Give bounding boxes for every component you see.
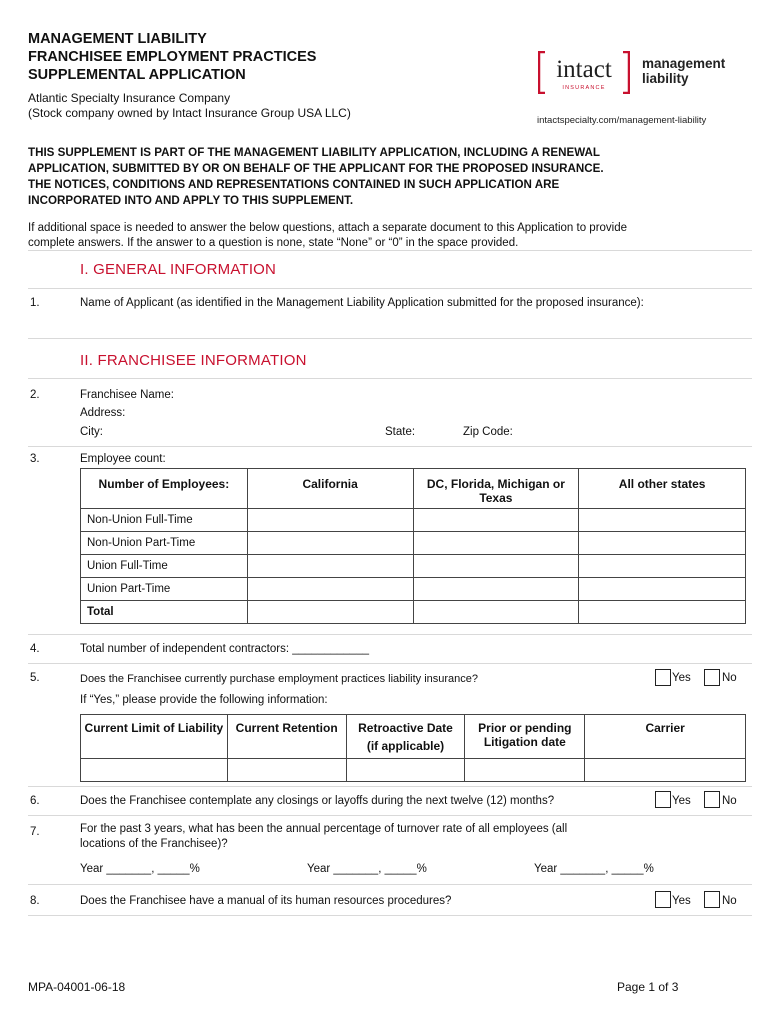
input-cell[interactable]	[227, 759, 346, 782]
question-number: 7.	[30, 826, 40, 838]
yes-label: Yes	[672, 795, 691, 807]
turnover-year-2[interactable]: Year _______, _____%	[307, 863, 427, 875]
company-info	[28, 91, 351, 121]
form-number: MPA-04001-06-18	[28, 980, 126, 994]
divider	[28, 288, 752, 289]
turnover-year-1[interactable]: Year _______, _____%	[80, 863, 200, 875]
epl-details-table	[80, 714, 746, 782]
input-cell[interactable]	[247, 509, 413, 532]
notice-line: APPLICATION, SUBMITTED BY OR ON BEHALF OF THE APPLICANT FOR THE PROPOSED INSURANCE.	[28, 162, 604, 175]
input-cell[interactable]	[346, 759, 465, 782]
divider	[28, 884, 752, 885]
question-line: locations of the Franchisee)?	[80, 838, 228, 850]
question-number: 4.	[30, 643, 40, 655]
company-ownership: (Stock company owned by Intact Insurance Group USA LLC)	[28, 106, 351, 120]
question-line: For the past 3 years, what has been the annual percentage of turnover rate of all employees (all	[80, 823, 568, 835]
yes-label: Yes	[672, 895, 691, 907]
question-number: 2.	[30, 389, 40, 401]
row-label: Non-Union Part-Time	[81, 532, 248, 555]
divider	[28, 378, 752, 379]
header-line: (if applicable)	[366, 739, 445, 753]
question-number: 8.	[30, 895, 40, 907]
closings-layoffs-question: Does the Franchisee contemplate any closings or layoffs during the next twelve (12) months?	[80, 795, 555, 807]
input-cell[interactable]	[247, 532, 413, 555]
row-label: Union Full-Time	[81, 555, 248, 578]
column-header: California	[247, 469, 413, 509]
column-header	[346, 715, 465, 759]
yes-label: Yes	[672, 672, 691, 684]
input-cell[interactable]	[579, 555, 746, 578]
no-checkbox[interactable]	[704, 891, 720, 908]
input-cell[interactable]	[579, 578, 746, 601]
supplement-notice	[28, 145, 748, 209]
notice-line: THIS SUPPLEMENT IS PART OF THE MANAGEMENT LIABILITY APPLICATION, INCLUDING A RENEWAL	[28, 146, 600, 159]
instructions	[28, 221, 718, 251]
input-cell[interactable]	[413, 555, 579, 578]
question-number: 1.	[30, 297, 40, 309]
state-label: State:	[385, 426, 416, 438]
turnover-rate-question	[80, 822, 567, 852]
section-heading-general: I. GENERAL INFORMATION	[80, 261, 277, 278]
input-cell[interactable]	[247, 601, 413, 624]
divider	[28, 663, 752, 664]
address-label: Address:	[80, 407, 126, 419]
column-header: Current Retention	[227, 715, 346, 759]
employee-count-label: Employee count:	[80, 453, 166, 465]
divider	[28, 634, 752, 635]
instruction-line: complete answers. If the answer to a question is none, state “None” or “0” in the space provided.	[28, 237, 519, 249]
city-label: City:	[80, 426, 103, 438]
input-cell[interactable]	[579, 601, 746, 624]
logo-wordmark: intact	[556, 56, 612, 83]
logo-bracket-right	[623, 52, 629, 93]
row-label: Union Part-Time	[81, 578, 248, 601]
divider	[28, 915, 752, 916]
no-label: No	[722, 895, 737, 907]
question-number: 5.	[30, 672, 40, 684]
notice-line: INCORPORATED INTO AND APPLY TO THIS SUPPLEMENT.	[28, 194, 354, 207]
logo-bracket-left	[539, 52, 545, 93]
column-header: Current Limit of Liability	[81, 715, 228, 759]
column-header: Number of Employees:	[81, 469, 248, 509]
input-cell[interactable]	[579, 509, 746, 532]
no-label: No	[722, 795, 737, 807]
input-cell[interactable]	[585, 759, 746, 782]
no-label: No	[722, 672, 737, 684]
header-line: Retroactive Date	[358, 721, 453, 735]
input-cell[interactable]	[413, 578, 579, 601]
divider	[28, 338, 752, 339]
epl-followup-instruction: If “Yes,” please provide the following information:	[80, 694, 328, 706]
no-checkbox[interactable]	[704, 669, 720, 686]
divider	[28, 446, 752, 447]
input-cell[interactable]	[413, 601, 579, 624]
title-line: MANAGEMENT LIABILITY	[28, 31, 207, 47]
column-header: All other states	[579, 469, 746, 509]
input-cell[interactable]	[247, 555, 413, 578]
question-number: 6.	[30, 795, 40, 807]
input-cell[interactable]	[413, 532, 579, 555]
employee-count-table	[80, 468, 746, 624]
divider	[28, 250, 752, 251]
input-cell[interactable]	[465, 759, 585, 782]
section-heading-franchisee: II. FRANCHISEE INFORMATION	[80, 352, 307, 369]
column-header: Prior or pending Litigation date	[465, 715, 585, 759]
logo-product-name	[642, 56, 725, 86]
website-url: intactspecialty.com/management-liability	[537, 115, 707, 126]
yes-checkbox[interactable]	[655, 891, 671, 908]
yes-checkbox[interactable]	[655, 791, 671, 808]
no-checkbox[interactable]	[704, 791, 720, 808]
document-title	[28, 30, 316, 84]
logo-side-line: liability	[642, 71, 689, 86]
title-line: SUPPLEMENTAL APPLICATION	[28, 67, 246, 83]
title-line: FRANCHISEE EMPLOYMENT PRACTICES	[28, 49, 317, 65]
input-cell[interactable]	[81, 759, 228, 782]
logo-subtext: INSURANCE	[562, 85, 606, 91]
input-cell[interactable]	[579, 532, 746, 555]
franchisee-name-label: Franchisee Name:	[80, 389, 174, 401]
column-header: DC, Florida, Michigan or Texas	[413, 469, 579, 509]
logo-side-line: management	[642, 56, 726, 71]
input-cell[interactable]	[247, 578, 413, 601]
question-number: 3.	[30, 453, 40, 465]
column-header: Carrier	[585, 715, 746, 759]
notice-line: THE NOTICES, CONDITIONS AND REPRESENTATIONS CONTAINED IN SUCH APPLICATION ARE	[28, 178, 560, 191]
row-label: Non-Union Full-Time	[81, 509, 248, 532]
turnover-year-3[interactable]: Year _______, _____%	[534, 863, 654, 875]
zip-label: Zip Code:	[463, 426, 513, 438]
company-name: Atlantic Specialty Insurance Company	[28, 91, 231, 105]
divider	[28, 786, 752, 787]
input-cell[interactable]	[413, 509, 579, 532]
divider	[28, 815, 752, 816]
epl-insurance-question: Does the Franchisee currently purchase employment practices liability insurance?	[80, 673, 479, 685]
instruction-line: If additional space is needed to answer the below questions, attach a separate document to this Application to provide	[28, 222, 628, 234]
intact-logo	[538, 51, 630, 94]
row-label-total: Total	[81, 601, 248, 624]
yes-checkbox[interactable]	[655, 669, 671, 686]
hr-manual-question: Does the Franchisee have a manual of its human resources procedures?	[80, 895, 452, 907]
question-applicant-name: Name of Applicant (as identified in the Management Liability Application submitted for the proposed insurance):	[80, 297, 644, 309]
page-number: Page 1 of 3	[617, 980, 679, 994]
independent-contractors-question[interactable]: Total number of independent contractors: ____________	[80, 643, 369, 655]
